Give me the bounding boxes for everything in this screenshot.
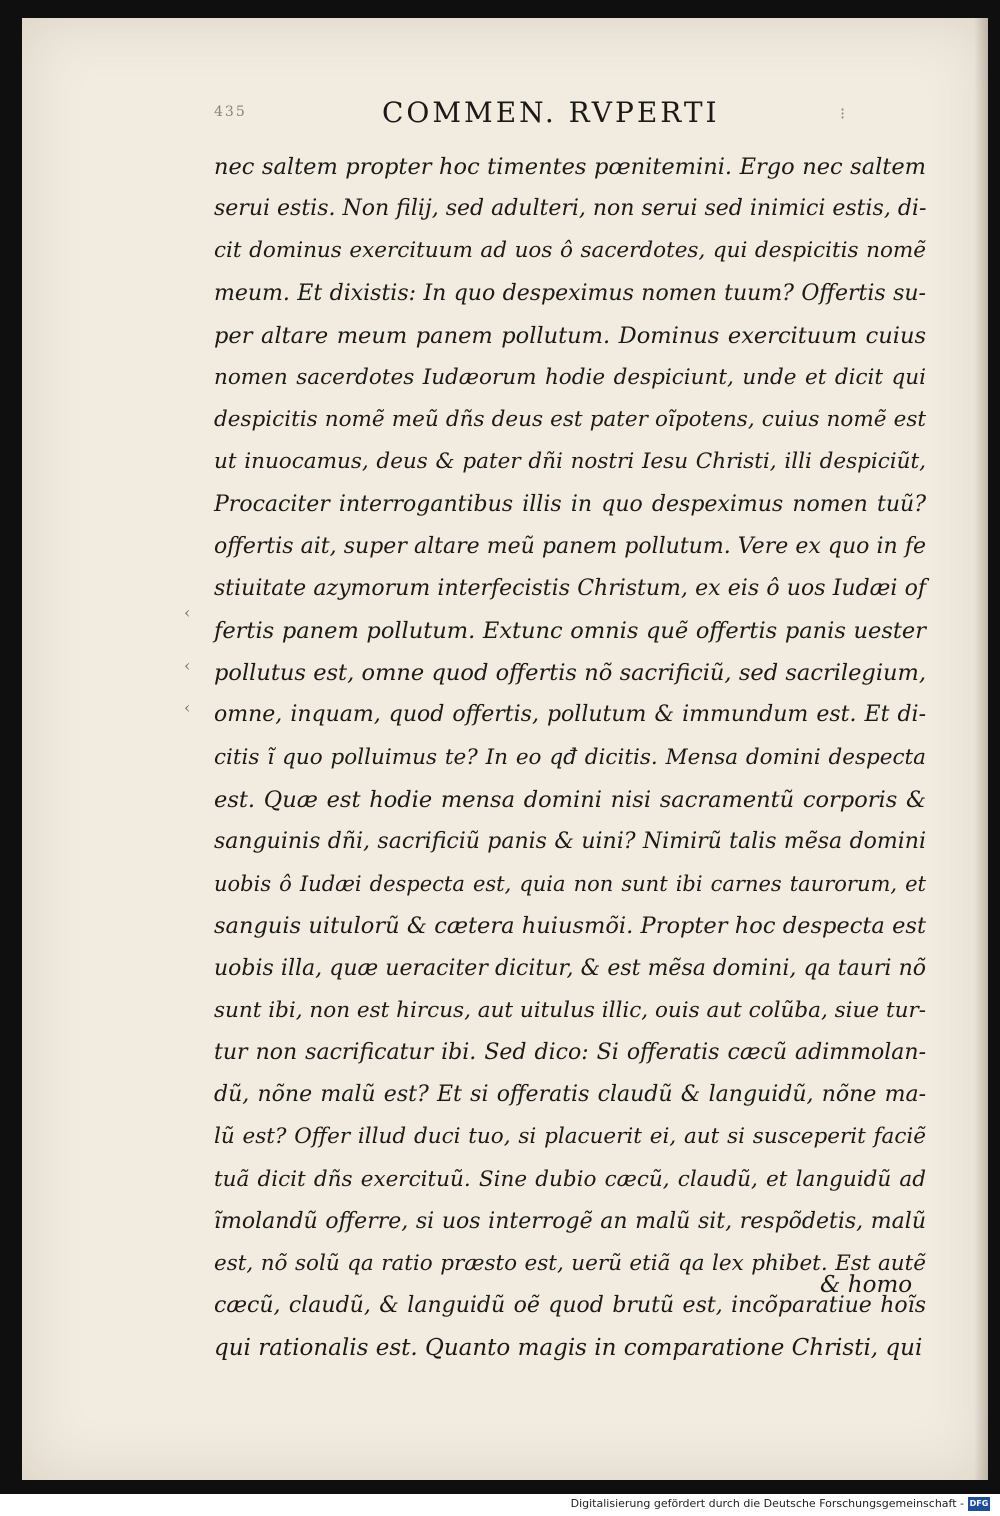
page-edge-shadow: [974, 18, 988, 1480]
text-line: pollutus est, omne quod offertis nõ sacrificiũ, sed sacrilegium,: [214, 660, 926, 687]
text-line: omne, inquam, quod offertis, pollutum & immundum est. Et di-: [214, 702, 926, 728]
text-line: uobis ô Iudæi despecta est, quia non sunt ibi carnes taurorum, et: [214, 872, 926, 897]
text-line: sunt ibi, non est hircus, aut uitulus illic, ouis aut colũba, siue tur-: [214, 997, 926, 1023]
text-line: cit dominus exercituum ad uos ô sacerdotes, qui despicitis nomẽ: [214, 238, 926, 264]
text-line: sanguis uitulorũ & cætera huiusmõi. Propter hoc despecta est: [214, 913, 926, 940]
book-page: [22, 18, 988, 1480]
footer-credit: Digitalisierung gefördert durch die Deutsche Forschungsgemeinschaft -: [570, 1497, 964, 1510]
text-line: serui estis. Non filij, sed adulteri, non serui sed inimici estis, di-: [214, 196, 927, 222]
text-line: tuã dicit dñs exercituũ. Sine dubio cæcũ, claudũ, et languidũ ad: [214, 1166, 926, 1192]
text-line: tur non sacrificatur ibi. Sed dico: Si offeratis cæcũ adimmolan-: [214, 1039, 926, 1065]
margin-mark-icon: ‹: [184, 698, 191, 717]
folio-number: 435: [214, 104, 247, 120]
text-line: per altare meum panem pollutum. Dominus exercituum cuius: [214, 322, 926, 349]
dfg-logo-icon: DFG: [968, 1497, 990, 1511]
text-line: ĩmolandũ offerre, si uos interrogẽ an malũ sit, respõdetis, malũ: [214, 1208, 926, 1234]
running-header: [22, 96, 988, 136]
margin-mark-icon: ‹: [184, 656, 191, 675]
text-line: stiuitate azymorum interfecistis Christum, ex eis ô uos Iudæi of: [214, 575, 926, 601]
text-line: nec saltem propter hoc timentes pœnitemini. Ergo nec saltem: [214, 154, 926, 180]
margin-mark-icon: ‹: [184, 603, 191, 622]
text-line: fertis panem pollutum. Extunc omnis quẽ offertis panis uester: [214, 618, 926, 645]
catchword: & homo: [820, 1272, 913, 1298]
text-line: despicitis nomẽ meũ dñs deus est pater oĩpotens, cuius nomẽ est: [214, 407, 926, 433]
text-line: est, nõ solũ qa ratio præsto est, uerũ etiã qa lex phibet. Est autẽ: [214, 1250, 926, 1276]
text-line: meum. Et dixistis: In quo despeximus nomen tuum? Offertis su-: [214, 280, 926, 306]
header-mark-icon: ⁝: [840, 104, 846, 123]
text-line: uobis illa, quæ ueraciter dicitur, & est mẽsa domini, qa tauri nõ: [214, 955, 926, 981]
text-line: Procaciter interrogantibus illis in quo despeximus nomen tuũ?: [214, 491, 926, 517]
text-line: cæcũ, claudũ, & languidũ oẽ quod brutũ est, incõparatiue hoĩs: [214, 1293, 926, 1319]
text-line: nomen sacerdotes Iudæorum hodie despiciunt, unde et dicit qui: [214, 364, 926, 390]
digitization-footer: [0, 1494, 1000, 1516]
text-line: est. Quæ est hodie mensa domini nisi sacramentũ corporis &: [214, 786, 926, 813]
running-title: COMMEN. RVPERTI: [382, 96, 720, 129]
text-line: qui rationalis est. Quanto magis in comparatione Christi, qui: [214, 1335, 923, 1362]
text-line: dũ, nõne malũ est? Et si offeratis claudũ & languidũ, nõne ma-: [214, 1082, 926, 1108]
text-line: ut inuocamus, deus & pater dñi nostri Iesu Christi, illi despiciũt,: [214, 449, 926, 475]
text-line: lũ est? Offer illud duci tuo, si placuerit ei, aut si susceperit faciẽ: [214, 1124, 926, 1150]
main-text-block: [214, 146, 926, 1369]
text-line: offertis ait, super altare meũ panem pollutum. Vere ex quo in fe: [214, 533, 926, 559]
text-line: sanguinis dñi, sacrificiũ panis & uini? Nimirũ talis mẽsa domini: [214, 829, 926, 854]
text-line: citis ĩ quo polluimus te? In eo qđ dicitis. Mensa domini despecta: [214, 744, 926, 770]
